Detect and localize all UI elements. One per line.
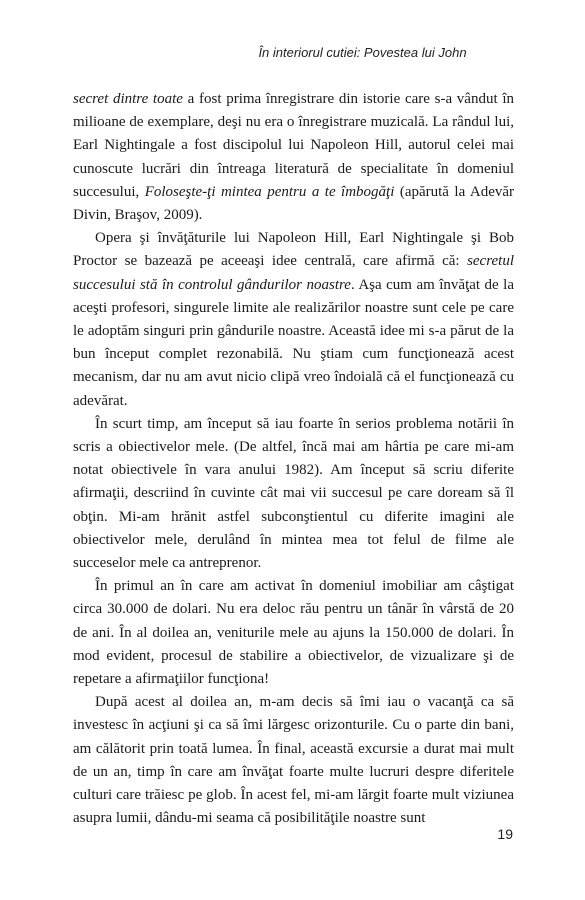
paragraph-1 — [73, 88, 514, 227]
paragraph-3: În scurt timp, am început să iau foarte în serios problema notării în scris a obiectivelor mele. (De altfel, încă mai am hârtia pe care mi-am notat obiectivele în vara anului 1982). Am început să scriu diferite afirmaţii, descriind în cuvinte cât mai vii succesul pe care doream să îl obţin. Mi-am hrănit astfel subconştientul cu diferite imagini ale obiectivelor mele, derulând în mintea mea tot felul de filme ale succeselor mele ca antreprenor. — [73, 415, 514, 572]
running-header: În interiorul cutiei: Povestea lui John — [258, 45, 467, 60]
paragraph-2 — [73, 227, 514, 413]
paragraph-4: În primul an în care am activat în domeniul imobiliar am câştigat circa 30.000 de dolari. Nu era deloc rău pentru un tânăr în vârstă de 20 de ani. În al doilea an, veniturile mele au ajuns la 150.000 de dolari. În mod evident, procesul de stabilire a obiectivelor, de vizualizare şi de repetare a afirmaţiilor funcţiona! — [73, 578, 514, 688]
paragraph-text: a fost prima înregistrare din istorie care s-a vândut în milioane de exemplare, deşi nu era o înregistrare muzicală. La rândul lui, Earl Nightingale a fost discipolul lui Napoleon Hill, autorul celei mai cunoscute lucrări din întreaga literatură de specialitate în domeniul succesului, — [73, 91, 514, 200]
italic-quote: secretul succesului stă în controlul gândurilor noastre — [73, 253, 514, 293]
book-title: Foloseşte-ţi mintea pentru a te îmbogăţi — [144, 183, 395, 200]
paragraph-text: . Aşa cum am învăţat de la aceşti profesori, singurele limite ale realizărilor noastre sunt cele pe care le adoptăm singuri prin gândurile noastre. Această idee mi s-a părut de la bun început complet rezonabilă. Nu ştiam cum funcţionează acest mecanism, dar nu am avut nicio clipă vreo îndoială că el funcţionează cu adevărat. — [73, 276, 514, 409]
paragraph-5: După acest al doilea an, m-am decis să îmi iau o vacanţă ca să investesc în acţiuni şi ca să îmi lărgesc orizonturile. Cu o parte din bani, am călătorit prin toată lumea. În final, această excursie a durat mai mult de un an, timp în care am învăţat foarte multe lucruri despre diferitele culturi care trăiesc pe glob. În acest fel, mi-am lărgit foarte mult viziunea asupra lumii, dându-mi seama că posibilităţile noastre sunt — [73, 694, 514, 827]
paragraph-text: (apărută la Adevăr Divin, Braşov, 2009). — [73, 183, 515, 224]
page-number: 19 — [497, 826, 513, 842]
paragraph-text: Opera şi învăţăturile lui Napoleon Hill, Earl Nightingale şi Bob Proctor se bazează pe aceeaşi idee centrală, care afirmă că: — [73, 230, 514, 270]
italic-phrase: secret dintre toate — [73, 91, 183, 107]
body-text — [73, 88, 514, 831]
